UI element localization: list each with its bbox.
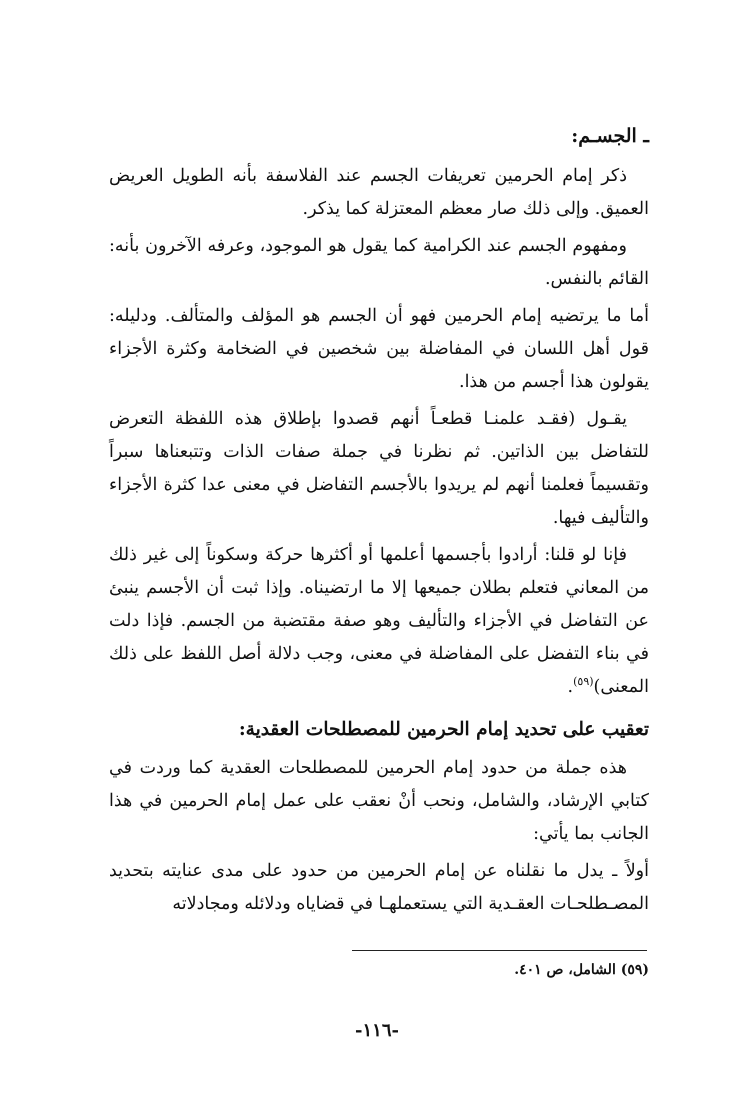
page-number: -١١٦- bbox=[355, 1020, 399, 1041]
paragraph-definition-philosophers: ذكر إمام الحرمين تعريفات الجسم عند الفلاسفة بأنه الطويل العريض العميق. وإلى ذلك صار معظم المعتزلة كما يذكر. bbox=[109, 166, 649, 219]
paragraph-quote-end-text: فإنا لو قلنا: أرادوا بأجسمها أعلمها أو أكثرها حركة وسكوناً إلى غير ذلك من المعاني فتعلم بطلان جميعها إلا ما ارتضيناه. وإذا ثبت أن الأجسم ينبئ عن التفاضل في الأجزاء والتأليف وهو صفة مقتضبة من الجسم. فإذا دلت في بناء التفضل على المفاضلة في معنى، وجب دلالة أصل اللفظ على ذلك المعنى) bbox=[109, 545, 649, 697]
section-heading-body: ـ الجسـم: bbox=[571, 125, 649, 147]
footnote-reference[interactable]: (٥٩) bbox=[573, 675, 594, 689]
paragraph-quote-start: يقـول (فقـد علمنـا قطعـاً أنهم قصدوا بإطلاق هذه اللفظة التعرض للتفاضل بين الذاتين. ثم نظرنا في جملة صفات الذات وتتبعناها سبراً وتقسيماً فعلمنا أنهم لم يريدوا بالأجسم التفاضل في معنى عدا كثرة الأجزاء والتأليف فيها. bbox=[109, 409, 649, 528]
footnote: (٥٩) الشامل، ص ٤٠١. bbox=[514, 962, 649, 978]
paragraph-first-point: أولاً ـ يدل ما نقلناه عن إمام الحرمين من حدود على مدى عنايته بتحديد المصـطلحـات العقـدية التي يستعملهـا في قضاياه ودلائله ومجادلاته bbox=[109, 861, 649, 914]
footnote-reference-suffix: . bbox=[567, 677, 574, 697]
page-body bbox=[109, 118, 649, 925]
paragraph-imam-view: أما ما يرتضيه إمام الحرمين فهو أن الجسم هو المؤلف والمتألف. ودليله: قول أهل اللسان في المفاضلة بين شخصين في الضخامة وكثرة الأجزاء يقولون هذا أجسم من هذا. bbox=[109, 306, 649, 392]
paragraph-quote-end bbox=[109, 539, 649, 704]
paragraph-definition-karramiya: ومفهوم الجسم عند الكرامية كما يقول هو الموجود، وعرفه الآخرون بأنه: القائم بالنفس. bbox=[109, 236, 649, 289]
paragraph-commentary-intro: هذه جملة من حدود إمام الحرمين للمصطلحات العقدية كما وردت في كتابي الإرشاد، والشامل، ونحب أنْ نعقب على عمل إمام الحرمين في هذا الجانب بما يأتي: bbox=[109, 758, 649, 844]
sub-heading-commentary: تعقيب على تحديد إمام الحرمين للمصطلحات العقدية: bbox=[238, 719, 649, 740]
footnote-divider bbox=[352, 950, 647, 951]
